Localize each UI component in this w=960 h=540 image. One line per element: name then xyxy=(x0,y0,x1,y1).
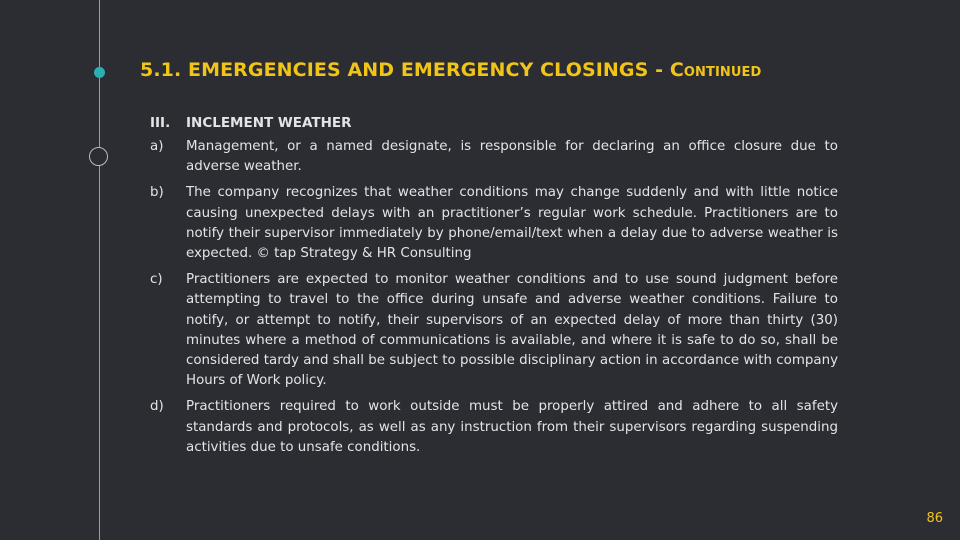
slide-title xyxy=(140,59,761,81)
list-item xyxy=(150,137,838,177)
section-heading xyxy=(150,113,838,133)
page-number: 86 xyxy=(926,511,943,526)
list-item-label: d) xyxy=(150,399,164,415)
list-item-text: Practitioners are expected to monitor weather conditions and to use sound judgment before attempting to travel to the office during unsafe and adverse weather conditions. Failure to notify, or attempt to notify, their supervisors of an expected delay of more than thirty (30) minutes where a method of communications is available, and where it is safe to do so, shall be considered tardy and shall be subject to possible disciplinary action in accordance with company Hours of Work policy. xyxy=(186,272,838,389)
timeline-dot-hollow xyxy=(89,147,108,166)
section-number: III. xyxy=(150,115,171,131)
list-item-label: a) xyxy=(150,139,164,154)
list-item-label: b) xyxy=(150,185,164,201)
list-item xyxy=(150,270,838,391)
list-item-text: Management, or a named designate, is responsible for declaring an office closure due to adverse weather. xyxy=(186,139,838,175)
slide-title-continued: Continued xyxy=(669,59,762,81)
timeline-dot-active xyxy=(94,67,105,78)
list-item xyxy=(150,397,838,458)
slide-content xyxy=(150,113,838,464)
slide-title-main: 5.1. EMERGENCIES AND EMERGENCY CLOSINGS - xyxy=(140,59,670,81)
list-item-text: The company recognizes that weather conditions may change suddenly and with little notice causing unexpected delays with an practitioner’s regular work schedule. Practitioners are to notify their supervisor immediately by phone/email/text when a delay due to adverse weather is expected. © tap Strategy & HR Consulting xyxy=(186,185,838,262)
list-item xyxy=(150,183,838,264)
timeline-line xyxy=(99,0,100,540)
list-item-label: c) xyxy=(150,272,163,288)
list-item-text: Practitioners required to work outside must be properly attired and adhere to all safety standards and protocols, as well as any instruction from their supervisors regarding suspending activities due to unsafe conditions. xyxy=(186,399,838,455)
section-heading-text: INCLEMENT WEATHER xyxy=(186,115,352,131)
